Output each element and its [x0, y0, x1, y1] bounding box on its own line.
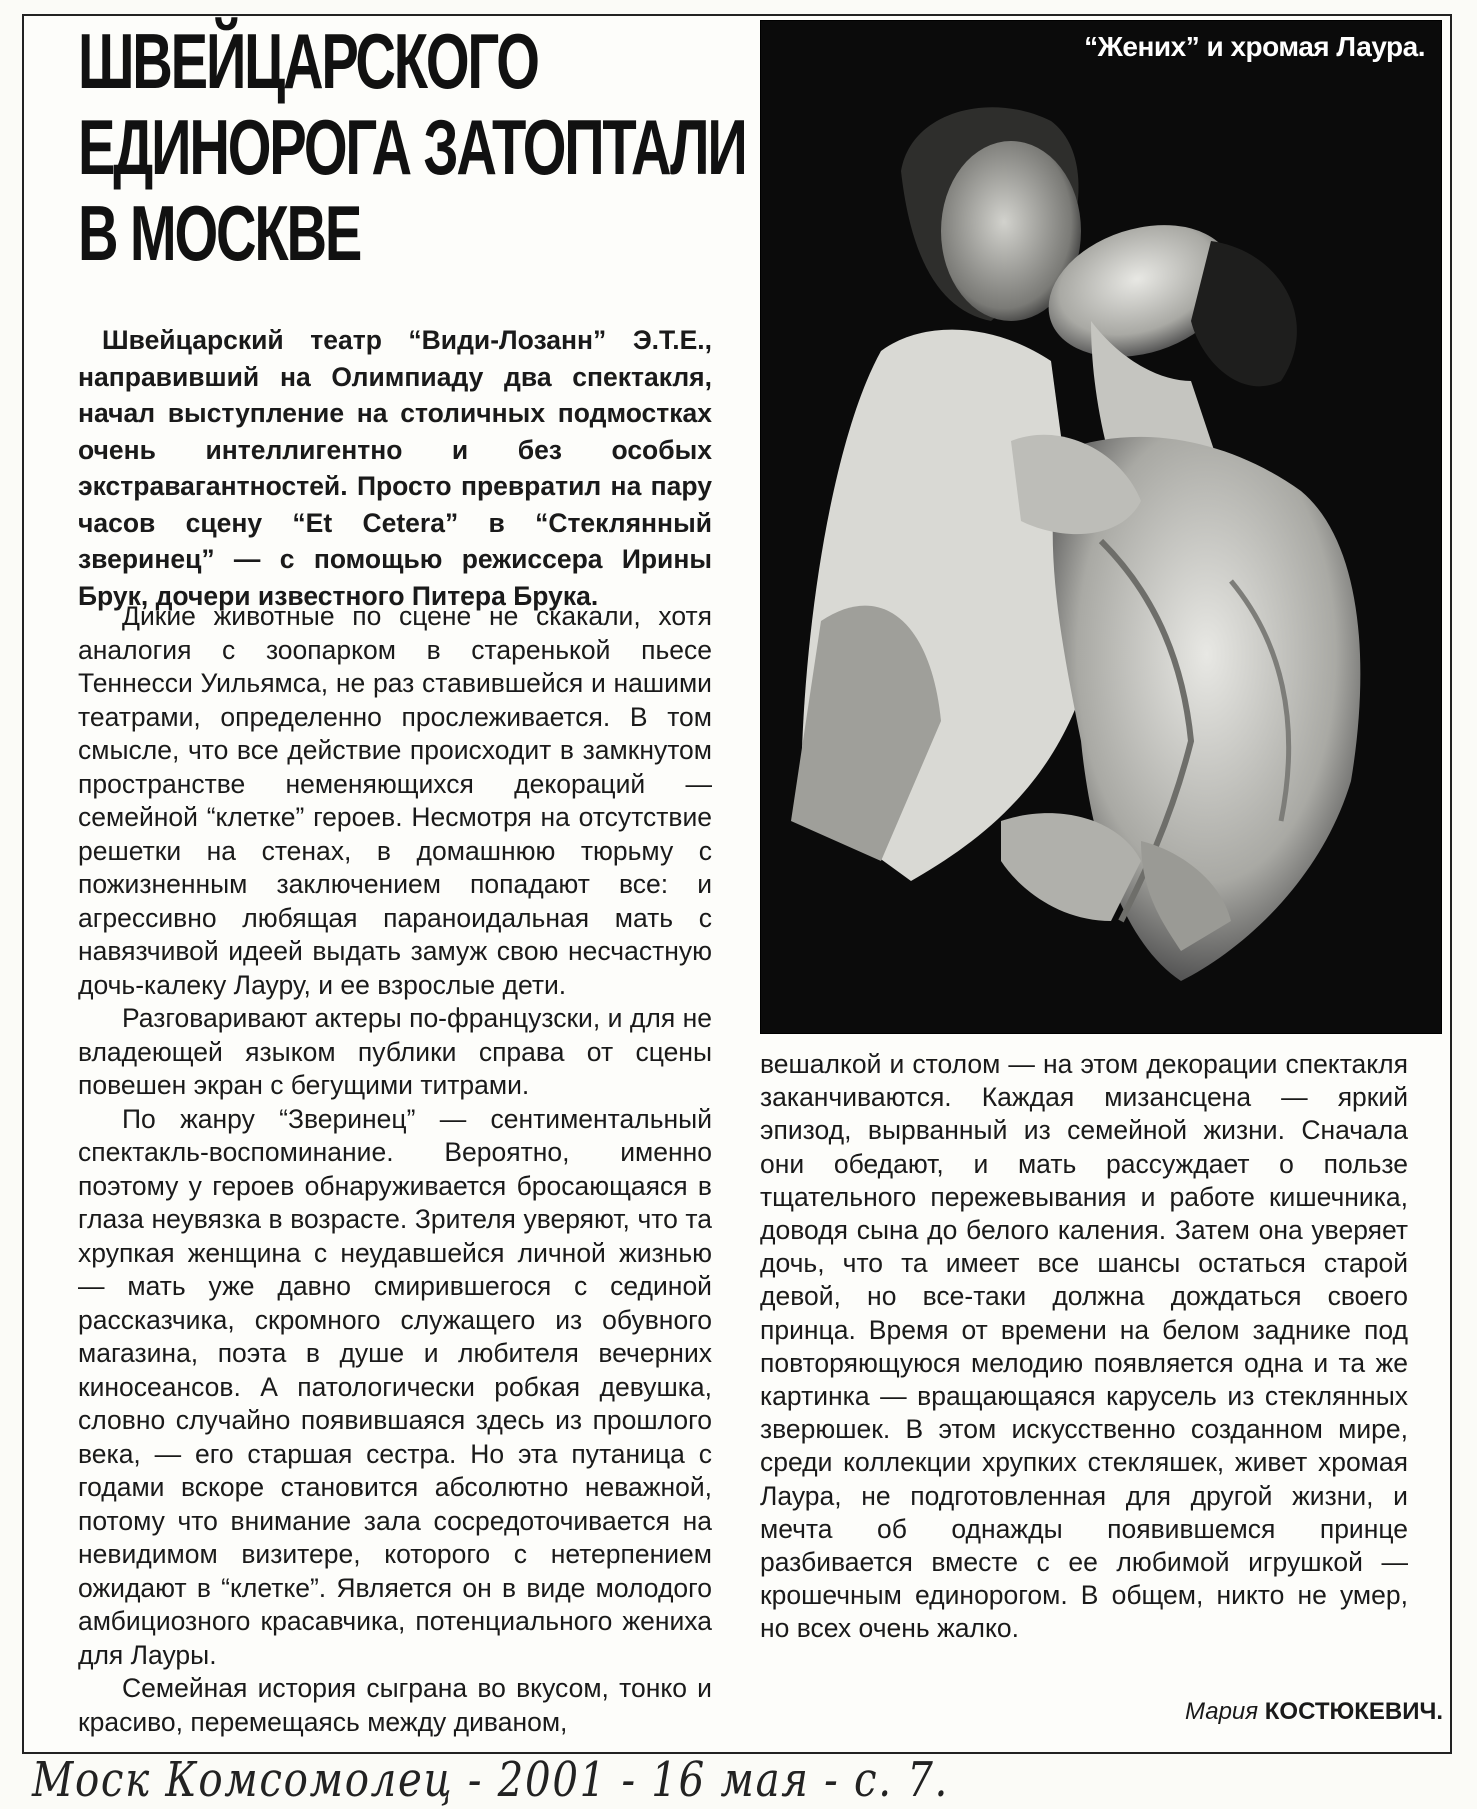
author-first-name: Мария [1184, 1698, 1259, 1725]
paragraph: Семейная история сыграна во вкусом, тонко и красиво, перемещаясь между диваном, [78, 1673, 712, 1737]
paragraph: вешалкой и столом — на этом декорации спектакля заканчиваются. Каждая мизансцена — яркий эпизод, вырванный из семейной жизни. Сначала они обедают, и мать рассуждает о пользе тщательного пережевывания и работе кишечника, доводя сына до белого каления. Затем она уверяет дочь, что та имеет все шансы остаться старой девой, но все-таки должна дождаться своего принца. Время от времени на белом заднике под повторяющуюся мелодию появляется одна и та же картинка — вращающаяся карусель из стеклянных зверюшек. В этом искусственно созданном мире, среди коллекции хрупких стекляшек, живет хромая Лаура, не подготовленная для другой жизни, и мечта об однажды появившемся принце разбивается вместе с ее любимой игрушкой — крошечным единорогом. В общем, никто не умер, но всех очень жалко. [760, 1049, 1408, 1644]
article-column-1 [78, 600, 712, 1739]
paragraph: Дикие животные по сцене не скакали, хотя аналогия с зоопарком в старенькой пьесе Теннесси Уильямса, не раз ставившейся и нашими театрами, определенно прослеживается. В том смысле, что все действие происходит в замкнутом пространстве неменяющихся декораций — семейной “клетке” героев. Несмотря на отсутствие решетки на стенах, в домашнюю тюрьму с пожизненным заключением попадают все: и агрессивно любящая параноидальная мать с навязчивой идеей выдать замуж свою несчастную дочь-калеку Лауру, и ее взрослые дети. [78, 601, 712, 1000]
headline-line-1: ШВЕЙЦАРСКОГО [78, 17, 538, 105]
article-lead: Швейцарский театр “Види-Лозанн” Э.Т.Е., направивший на Олимпиаду два спектакля, начал выступление на столичных подмостках очень интеллигентно и без особых экстравагантностей. Просто превратил на пару часов сцену “Et Cetera” в “Стеклянный зверинец” — с помощью режиссера Ирины Брук, дочери известного Питера Брука. [78, 325, 712, 611]
photo-caption: “Жених” и хромая Лаура. [1084, 31, 1425, 62]
paragraph: Разговаривают актеры по-французски, и для не владеющей языком публики справа от сцены повешен экран с бегущими титрами. [78, 1003, 712, 1100]
headline-line-2: ЕДИНОРОГА ЗАТОПТАЛИ [78, 103, 746, 191]
photo-illustration [761, 21, 1441, 1033]
article-photo [760, 20, 1442, 1034]
paragraph: По жанру “Зверинец” — сентиментальный спектакль-воспоминание. Вероятно, именно поэтому у героев обнаруживается бросающаяся в глаза неувязка в возрасте. Зрителя уверяют, что та хрупкая женщина с неудавшейся личной жизнью — мать уже давно смирившегося с сединой рассказчика, скромного служащего из обувного магазина, поэта в душе и любителя вечерних киносеансов. А патологически робкая девушка, словно случайно появившаяся здесь из прошлого века, — его старшая сестра. Но эта путаница с годами вскоре становится абсолютно неважной, потому что внимание зала сосредоточивается на невидимом визитере, которого с нетерпением ожидают в “клетке”. Является он в виде молодого амбициозного красавчика, потенциального жениха для Лауры. [78, 1103, 712, 1670]
article-column-2 [760, 1048, 1408, 1646]
author-byline [1185, 1698, 1443, 1726]
handwritten-source-note: Моск Комсомолец - 2001 - 16 мая - с. 7. [32, 1752, 950, 1808]
headline-line-3: В МОСКВЕ [78, 189, 361, 277]
article-headline [78, 17, 746, 277]
author-last-name: КОСТЮКЕВИЧ. [1264, 1698, 1443, 1725]
